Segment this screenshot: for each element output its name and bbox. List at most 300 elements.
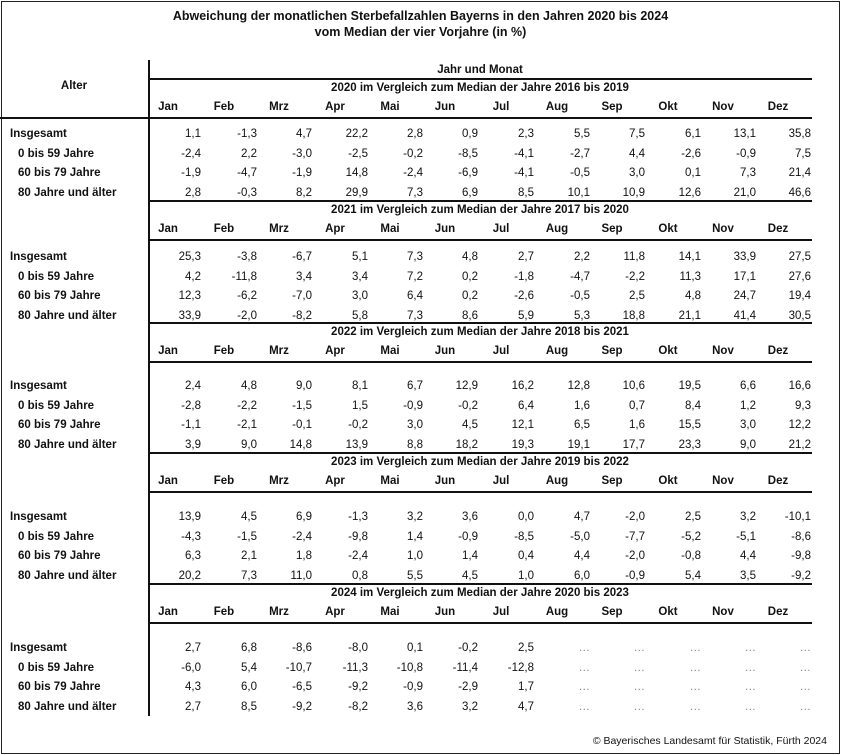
table-cell: 33,9 xyxy=(733,251,756,263)
table-cell: 12,3 xyxy=(178,290,201,302)
table-cell: -2,0 xyxy=(625,550,645,562)
month-header-underline xyxy=(150,491,812,493)
month-header-feb: Feb xyxy=(213,101,235,113)
table-cell: … xyxy=(578,661,590,674)
month-header-feb: Feb xyxy=(213,223,235,235)
table-cell: 19,3 xyxy=(511,438,534,451)
table-cell: … xyxy=(689,661,701,674)
month-header-jun: Jun xyxy=(434,475,456,487)
table-cell: … xyxy=(799,681,811,693)
table-cell: -1,3 xyxy=(237,128,257,140)
table-cell: 3,2 xyxy=(740,511,756,523)
table-cell: 9,0 xyxy=(740,438,756,451)
table-cell: -8,2 xyxy=(292,309,312,322)
month-header-jan: Jan xyxy=(158,475,178,487)
table-cell: -2,1 xyxy=(237,419,257,431)
table-cell: 7,5 xyxy=(795,147,811,160)
table-cell: 22,2 xyxy=(345,128,368,140)
table-cell: … xyxy=(744,661,756,674)
table-cell: 12,8 xyxy=(567,380,590,392)
table-cell: 3,2 xyxy=(407,511,423,523)
table-cell: 3,5 xyxy=(740,569,756,582)
month-header-dez: Dez xyxy=(767,606,789,618)
table-cell: … xyxy=(633,642,645,654)
table-cell: 0,2 xyxy=(462,270,478,283)
table-cell: 1,5 xyxy=(352,399,368,412)
table-cell: -7,0 xyxy=(292,290,312,302)
month-header-feb: Feb xyxy=(213,606,235,618)
month-header-jan: Jan xyxy=(158,101,178,113)
table-cell: 11,8 xyxy=(623,251,645,263)
table-cell: -5,0 xyxy=(570,530,590,543)
table-cell: 9,0 xyxy=(296,380,312,392)
table-cell: 18,8 xyxy=(622,309,645,322)
table-cell: -4,1 xyxy=(514,147,534,160)
table-cell: 8,4 xyxy=(685,399,701,412)
table-cell: 7,5 xyxy=(629,128,645,140)
table-cell: 21,4 xyxy=(788,167,811,179)
table-cell: -1,1 xyxy=(181,419,201,431)
table-cell: 4,4 xyxy=(740,550,756,562)
table-cell: -4,7 xyxy=(570,270,590,283)
month-header-jan: Jan xyxy=(158,606,178,618)
table-cell: 2,7 xyxy=(185,642,201,654)
table-cell: 1,6 xyxy=(574,399,590,412)
table-cell: -3,0 xyxy=(292,147,312,160)
copyright-footer: © Bayerisches Landesamt für Statistik, Fürth 2024 xyxy=(592,735,827,747)
month-header-aug: Aug xyxy=(545,345,569,357)
row-label: 80 Jahre und älter xyxy=(18,700,117,713)
month-header-jul: Jul xyxy=(492,345,510,357)
table-cell: -4,7 xyxy=(237,167,257,179)
table-cell: 11,0 xyxy=(290,569,312,582)
table-cell: -1,3 xyxy=(348,511,368,523)
table-cell: 0,7 xyxy=(629,399,645,412)
alter-header: Alter xyxy=(60,80,88,92)
row-label: Insgesamt xyxy=(10,128,67,140)
row-label: 80 Jahre und älter xyxy=(18,569,117,582)
table-cell: 4,8 xyxy=(241,380,257,392)
table-cell: 5,4 xyxy=(241,661,257,674)
table-cell: … xyxy=(744,700,756,713)
table-cell: -7,7 xyxy=(625,530,645,543)
table-cell: … xyxy=(689,681,701,693)
table-cell: 2,4 xyxy=(185,380,201,392)
table-cell: 5,5 xyxy=(407,569,423,582)
table-cell: 4,2 xyxy=(185,270,201,283)
table-cell: -2,2 xyxy=(625,270,645,283)
month-header-mai: Mai xyxy=(380,101,400,113)
table-cell: -11,8 xyxy=(231,270,257,283)
section-title: 2023 im Vergleich zum Median der Jahre 2019 bis 2022 xyxy=(331,456,629,468)
table-cell: -11,4 xyxy=(452,661,478,674)
table-cell: 4,8 xyxy=(462,251,478,263)
table-cell: -2,4 xyxy=(292,530,312,543)
table-cell: -12,8 xyxy=(507,661,534,674)
table-cell: 1,7 xyxy=(518,681,534,693)
month-header-apr: Apr xyxy=(325,101,345,113)
table-cell: … xyxy=(744,681,756,693)
table-cell: 4,5 xyxy=(462,569,478,582)
table-cell: -2,4 xyxy=(181,147,201,160)
table-cell: 7,3 xyxy=(241,569,257,582)
row-label: 0 bis 59 Jahre xyxy=(18,147,95,160)
month-header-sep: Sep xyxy=(601,475,623,487)
month-header-okt: Okt xyxy=(658,475,678,487)
title-line-2: vom Median der vier Vorjahre (in %) xyxy=(314,25,527,39)
table-cell: -0,2 xyxy=(348,419,368,431)
table-cell: -6,5 xyxy=(292,681,312,693)
month-header-jun: Jun xyxy=(434,101,456,113)
section-title: 2024 im Vergleich zum Median der Jahre 2020 bis 2023 xyxy=(331,587,629,599)
table-cell: 6,8 xyxy=(241,642,257,654)
month-header-okt: Okt xyxy=(658,606,678,618)
table-cell: 1,6 xyxy=(629,419,645,431)
table-cell: -3,8 xyxy=(237,251,257,263)
table-cell: … xyxy=(578,700,590,713)
table-cell: -10,7 xyxy=(285,661,312,674)
table-cell: 2,5 xyxy=(629,290,645,302)
table-cell: -2,0 xyxy=(625,511,645,523)
table-cell: -9,2 xyxy=(292,700,312,713)
table-cell: 6,0 xyxy=(241,681,257,693)
table-cell: -0,3 xyxy=(237,186,257,199)
table-cell: 1,4 xyxy=(407,530,423,543)
table-cell: 2,3 xyxy=(518,128,534,140)
table-cell: 19,5 xyxy=(678,380,701,392)
section-divider xyxy=(150,452,812,454)
table-cell: -2,5 xyxy=(348,147,368,160)
table-cell: 3,2 xyxy=(462,700,478,713)
row-label: 80 Jahre und älter xyxy=(18,186,117,199)
table-cell: -0,9 xyxy=(625,569,645,582)
month-header-okt: Okt xyxy=(658,101,678,113)
table-cell: -2,6 xyxy=(681,147,701,160)
table-cell: -5,1 xyxy=(736,530,756,543)
table-cell: 0,2 xyxy=(462,290,478,302)
table-cell: 17,7 xyxy=(622,438,645,451)
table-cell: 1,4 xyxy=(462,550,478,562)
section-divider xyxy=(150,583,812,585)
month-header-jan: Jan xyxy=(158,223,178,235)
table-cell: -9,2 xyxy=(791,569,811,582)
section-divider xyxy=(150,322,812,324)
month-header-apr: Apr xyxy=(325,345,345,357)
month-header-dez: Dez xyxy=(767,223,789,235)
table-cell: 21,2 xyxy=(788,438,811,451)
table-cell: -0,1 xyxy=(292,419,312,431)
month-header-dez: Dez xyxy=(767,345,789,357)
table-cell: 4,7 xyxy=(518,700,534,713)
month-header-sep: Sep xyxy=(601,101,623,113)
month-header-apr: Apr xyxy=(325,475,345,487)
table-cell: -1,9 xyxy=(181,167,201,179)
table-cell: 12,6 xyxy=(678,186,701,199)
table-cell: 21,1 xyxy=(678,309,701,322)
table-cell: 29,9 xyxy=(345,186,368,199)
table-cell: 3,4 xyxy=(352,270,368,283)
month-header-nov: Nov xyxy=(712,606,734,618)
table-cell: 14,1 xyxy=(678,251,701,263)
month-header-underline xyxy=(150,239,812,241)
table-cell: 19,1 xyxy=(567,438,590,451)
table-cell: 8,6 xyxy=(462,309,478,322)
jahr-und-monat-header: Jahr und Monat xyxy=(437,64,523,76)
month-header-dez: Dez xyxy=(767,475,789,487)
month-header-okt: Okt xyxy=(658,345,678,357)
table-cell: -4,3 xyxy=(181,530,201,543)
row-label: 60 bis 79 Jahre xyxy=(18,681,101,693)
table-cell: 6,3 xyxy=(185,550,201,562)
month-header-jun: Jun xyxy=(434,345,456,357)
table-cell: -4,1 xyxy=(514,167,534,179)
row-label: 0 bis 59 Jahre xyxy=(18,270,95,283)
row-label: Insgesamt xyxy=(10,511,67,523)
month-header-jun: Jun xyxy=(434,223,456,235)
month-header-mrz: Mrz xyxy=(269,606,289,618)
table-cell: 5,9 xyxy=(518,309,534,322)
month-header-apr: Apr xyxy=(325,223,345,235)
table-cell: -2,4 xyxy=(348,550,368,562)
table-cell: 7,3 xyxy=(407,309,423,322)
table-cell: … xyxy=(799,661,811,674)
month-header-sep: Sep xyxy=(601,223,623,235)
row-label: 0 bis 59 Jahre xyxy=(18,530,95,543)
section-title: 2020 im Vergleich zum Median der Jahre 2016 bis 2019 xyxy=(331,82,629,94)
table-cell: -9,8 xyxy=(791,550,811,562)
table-cell: -10,8 xyxy=(396,661,423,674)
table-cell: -8,6 xyxy=(292,642,312,654)
table-cell: -0,2 xyxy=(458,399,478,412)
table-cell: 6,4 xyxy=(407,290,423,302)
table-cell: -0,5 xyxy=(570,167,590,179)
month-header-mrz: Mrz xyxy=(269,223,289,235)
table-cell: 4,5 xyxy=(462,419,478,431)
table-cell: 14,8 xyxy=(289,438,312,451)
table-cell: 10,1 xyxy=(567,186,590,199)
table-cell: 14,8 xyxy=(345,167,368,179)
table-cell: 2,5 xyxy=(685,511,701,523)
table-cell: -0,9 xyxy=(403,681,423,693)
table-cell: 3,0 xyxy=(352,290,368,302)
table-cell: 20,2 xyxy=(178,569,201,582)
table-cell: 3,9 xyxy=(185,438,201,451)
row-label: Insgesamt xyxy=(10,642,67,654)
table-cell: 5,8 xyxy=(352,309,368,322)
table-cell: 23,3 xyxy=(678,438,701,451)
table-cell: 3,6 xyxy=(462,511,478,523)
month-header-nov: Nov xyxy=(712,475,734,487)
table-cell: 35,8 xyxy=(788,128,811,140)
month-header-aug: Aug xyxy=(545,101,569,113)
table-cell: -9,2 xyxy=(348,681,368,693)
table-cell: 18,2 xyxy=(455,438,478,451)
row-label: 80 Jahre und älter xyxy=(18,438,117,451)
table-cell: … xyxy=(633,700,645,713)
table-cell: -2,2 xyxy=(237,399,257,412)
table-cell: -10,1 xyxy=(784,511,811,523)
table-cell: 24,7 xyxy=(733,290,756,302)
table-cell: … xyxy=(578,681,590,693)
table-cell: 1,2 xyxy=(740,399,756,412)
header-divider xyxy=(150,78,812,80)
table-cell: 27,6 xyxy=(788,270,811,283)
table-cell: 41,4 xyxy=(733,309,756,322)
table-cell: -8,5 xyxy=(514,530,534,543)
month-header-underline xyxy=(0,117,812,119)
table-cell: -0,9 xyxy=(458,530,478,543)
table-cell: -0,2 xyxy=(458,642,478,654)
table-cell: 0,0 xyxy=(518,511,534,523)
table-cell: 8,2 xyxy=(296,186,312,199)
table-cell: 0,1 xyxy=(685,167,701,179)
row-label: 60 bis 79 Jahre xyxy=(18,290,101,302)
table-cell: 2,8 xyxy=(185,186,201,199)
table-cell: 2,1 xyxy=(241,550,257,562)
table-cell: … xyxy=(633,681,645,693)
row-label: 60 bis 79 Jahre xyxy=(18,419,101,431)
table-cell: … xyxy=(578,642,590,654)
month-header-sep: Sep xyxy=(601,606,623,618)
table-cell: 6,4 xyxy=(518,399,534,412)
row-label: 80 Jahre und älter xyxy=(18,309,117,322)
table-cell: 25,3 xyxy=(178,251,201,263)
table-cell: -0,2 xyxy=(403,147,423,160)
title-line-1: Abweichung der monatlichen Sterbefallzahlen Bayerns in den Jahren 2020 bis 2024 xyxy=(172,9,669,23)
table-cell: -6,0 xyxy=(181,661,201,674)
month-header-feb: Feb xyxy=(213,475,235,487)
month-header-mrz: Mrz xyxy=(269,101,289,113)
table-title xyxy=(0,8,841,40)
table-cell: -6,9 xyxy=(458,167,478,179)
row-label: 60 bis 79 Jahre xyxy=(18,550,101,562)
month-header-nov: Nov xyxy=(712,101,734,113)
row-label: 0 bis 59 Jahre xyxy=(18,399,95,412)
table-cell: 7,3 xyxy=(740,167,756,179)
month-header-jul: Jul xyxy=(492,475,510,487)
month-header-jun: Jun xyxy=(434,606,456,618)
table-cell: … xyxy=(689,642,701,654)
month-header-jan: Jan xyxy=(158,345,178,357)
month-header-underline xyxy=(150,622,812,624)
table-cell: 5,3 xyxy=(574,309,590,322)
table-cell: 17,1 xyxy=(733,270,756,283)
table-cell: 1,1 xyxy=(185,128,201,140)
table-cell: 8,1 xyxy=(352,380,368,392)
table-cell: 2,2 xyxy=(574,251,590,263)
row-label: 0 bis 59 Jahre xyxy=(18,661,95,674)
table-cell: … xyxy=(633,661,645,674)
table-cell: 6,9 xyxy=(462,186,478,199)
table-cell: 3,0 xyxy=(407,419,423,431)
table-cell: -2,4 xyxy=(403,167,423,179)
table-cell: -2,6 xyxy=(514,290,534,302)
table-cell: 5,5 xyxy=(574,128,590,140)
table-cell: 16,2 xyxy=(511,380,534,392)
month-header-nov: Nov xyxy=(712,345,734,357)
section-divider xyxy=(150,200,812,202)
month-header-jul: Jul xyxy=(492,101,510,113)
table-cell: 8,5 xyxy=(518,186,534,199)
table-cell: 2,2 xyxy=(241,147,257,160)
table-cell: 2,7 xyxy=(518,251,534,263)
table-cell: -5,2 xyxy=(681,530,701,543)
table-cell: -0,9 xyxy=(403,399,423,412)
table-cell: 12,9 xyxy=(455,380,478,392)
table-cell: 4,7 xyxy=(296,128,312,140)
row-label: Insgesamt xyxy=(10,251,67,263)
month-header-dez: Dez xyxy=(767,101,789,113)
month-header-mrz: Mrz xyxy=(269,345,289,357)
table-cell: -2,8 xyxy=(181,399,201,412)
month-header-okt: Okt xyxy=(658,223,678,235)
table-cell: 3,4 xyxy=(296,270,312,283)
table-cell: 10,9 xyxy=(622,186,645,199)
table-cell: -8,6 xyxy=(791,530,811,543)
month-header-feb: Feb xyxy=(213,345,235,357)
table-cell: 6,1 xyxy=(685,128,701,140)
table-cell: -1,5 xyxy=(292,399,312,412)
table-cell: 1,0 xyxy=(407,550,423,562)
table-cell: 3,0 xyxy=(740,419,756,431)
table-cell: -8,2 xyxy=(348,700,368,713)
table-cell: 9,0 xyxy=(241,438,257,451)
table-cell: 0,4 xyxy=(518,550,534,562)
table-cell: 7,2 xyxy=(407,270,423,283)
table-cell: 6,6 xyxy=(740,380,756,392)
month-header-mrz: Mrz xyxy=(269,475,289,487)
table-cell: 16,6 xyxy=(788,380,811,392)
table-cell: 13,1 xyxy=(733,128,756,140)
table-cell: -2,0 xyxy=(237,309,257,322)
table-cell: 21,0 xyxy=(733,186,756,199)
table-cell: 6,0 xyxy=(574,569,590,582)
table-cell: 1,8 xyxy=(296,550,312,562)
table-cell: 13,9 xyxy=(178,511,201,523)
table-cell: 33,9 xyxy=(178,309,201,322)
table-cell: -1,5 xyxy=(237,530,257,543)
row-label: Insgesamt xyxy=(10,380,67,392)
month-header-underline xyxy=(150,361,812,363)
table-cell: -2,9 xyxy=(458,681,478,693)
table-cell: 0,8 xyxy=(352,569,368,582)
table-cell: … xyxy=(799,642,811,654)
table-cell: 27,5 xyxy=(788,251,811,263)
table-cell: 0,9 xyxy=(462,128,478,140)
table-cell: -2,7 xyxy=(570,147,590,160)
month-header-mai: Mai xyxy=(380,223,400,235)
table-cell: 0,1 xyxy=(407,642,423,654)
table-cell: 8,8 xyxy=(407,438,423,451)
table-cell: -9,8 xyxy=(348,530,368,543)
month-header-jul: Jul xyxy=(492,223,510,235)
table-cell: … xyxy=(689,700,701,713)
table-cell: -0,8 xyxy=(681,550,701,562)
month-header-aug: Aug xyxy=(545,223,569,235)
table-cell: 5,1 xyxy=(352,251,368,263)
table-cell: 9,3 xyxy=(795,399,811,412)
table-cell: 6,7 xyxy=(407,380,423,392)
month-header-mai: Mai xyxy=(380,475,400,487)
table-cell: 4,5 xyxy=(241,511,257,523)
section-title: 2021 im Vergleich zum Median der Jahre 2017 bis 2020 xyxy=(331,204,629,216)
table-cell: 4,4 xyxy=(629,147,645,160)
month-header-aug: Aug xyxy=(545,475,569,487)
table-cell: 4,3 xyxy=(185,681,201,693)
table-cell: 10,6 xyxy=(622,380,645,392)
table-cell: 11,3 xyxy=(679,270,701,283)
table-cell: 5,4 xyxy=(685,569,701,582)
